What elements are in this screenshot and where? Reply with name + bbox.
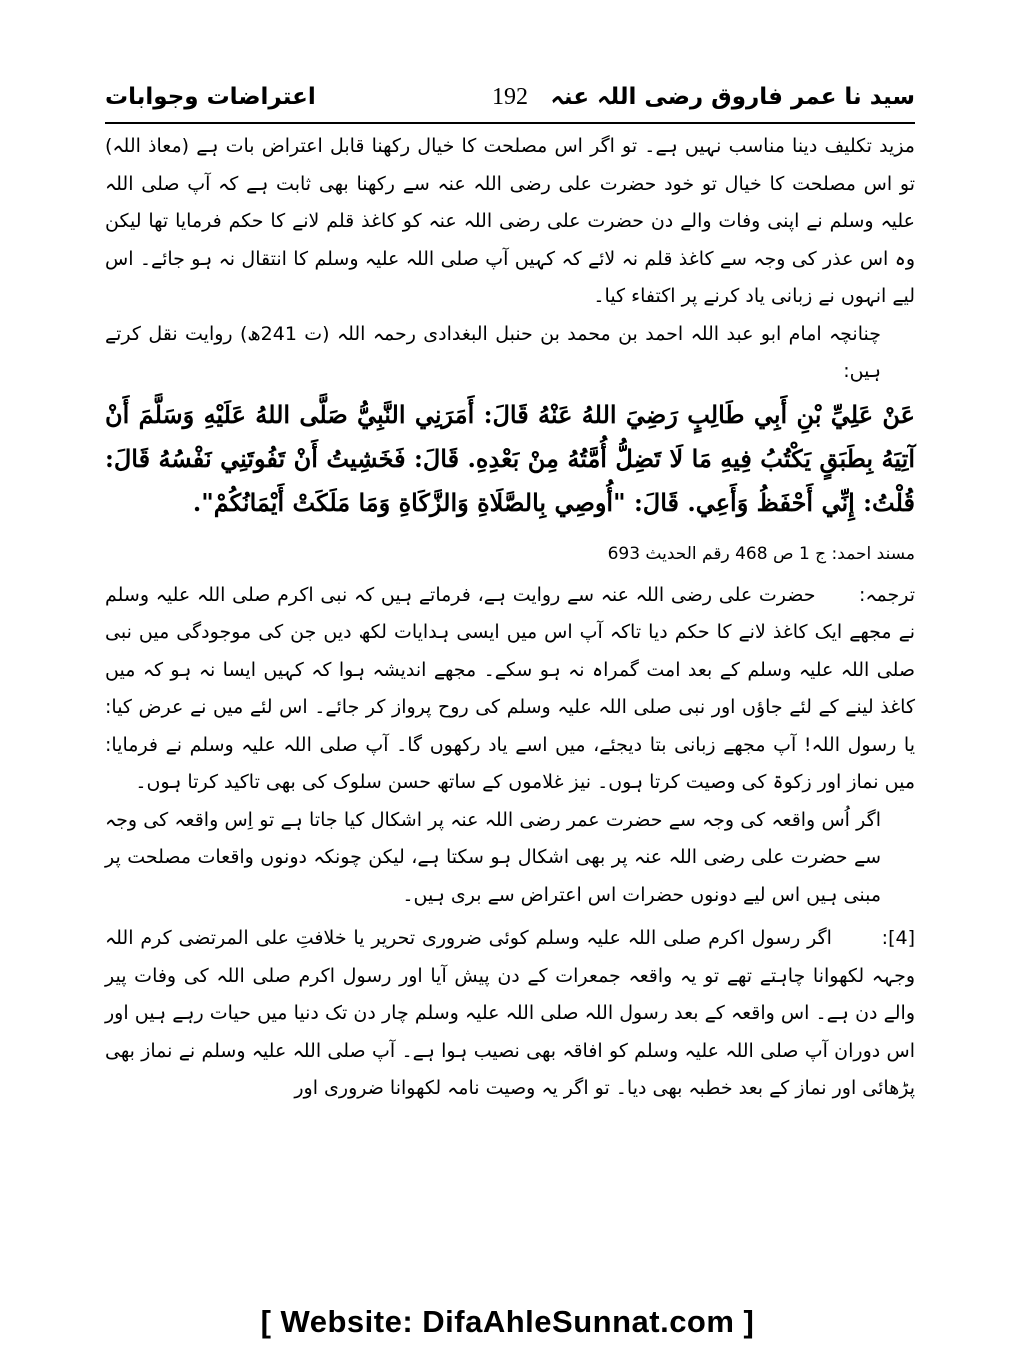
translation-label: ترجمہ:	[858, 583, 915, 606]
paragraph-4	[105, 920, 915, 1108]
hadith-citation: مسند احمد: ج 1 ص 468 رقم الحدیث 693	[607, 543, 915, 564]
page-body	[105, 128, 915, 1108]
point-number: [4]:	[881, 927, 916, 949]
paragraph-1: مزید تکلیف دینا مناسب نہیں ہے۔ تو اگر اس مصلحت کا خیال رکھنا قابل اعتراض بات ہے (معاذ اللہ) تو اس مصلحت کا خیال تو خود حضرت علی رضی اللہ عنہ سے رکھنا بھی ثابت ہے کہ آپ صلی اللہ علیہ وسلم نے اپنی وفات والے دن حضرت علی رضی اللہ عنہ کو کاغذ قلم لانے کا حکم فرمایا تھا لیکن وہ اس عذر کی وجہ سے کاغذ قلم نہ لائے کہ کہیں آپ صلی اللہ علیہ وسلم کا انتقال نہ ہو جائے۔ اس لیے انہوں نے زبانی یاد کرنے پر اکتفاء کیا۔	[105, 135, 915, 307]
arabic-hadith: عَنْ عَلِيِّ بْنِ أَبِي طَالِبٍ رَضِيَ اللهُ عَنْهُ قَالَ: أَمَرَنِي النَّبِيُّ صَلَّى اللهُ عَلَيْهِ وَسَلَّمَ أَنْ آتِيَهُ بِطَبَقٍ يَكْتُبُ فِيهِ مَا لَا تَضِلُّ أُمَّتُهُ مِنْ بَعْدِهِ. قَالَ: فَخَشِيتُ أَنْ تَفُوتَنِي نَفْسُهُ قَالَ: قُلْتُ: إِنِّي أَحْفَظُ وَأَعِي. قَالَ: "أُوصِي بِالصَّلَاةِ وَالزَّكَاةِ وَمَا مَلَكَتْ أَيْمَانُكُمْ".	[105, 399, 916, 517]
paragraph-4-text: اگر رسول اکرم صلی اللہ علیہ وسلم کوئی ضروری تحریر یا خلافتِ علی المرتضی کرم اللہ وجہہ لکھوانا چاہتے تھے تو یہ واقعہ جمعرات کے دن پیش آیا اور رسول اکرم صلی اللہ کی وفات پیر والے دن ہے۔ اس واقعہ کے بعد رسول اللہ صلی اللہ علیہ وسلم چار دن تک دنیا میں حیات رہے ہیں اور اس دوران آپ صلی اللہ علیہ وسلم کو افاقہ بھی نصیب ہوا ہے۔ آپ صلی اللہ علیہ وسلم نے نماز بھی پڑھائی اور نماز کے بعد خطبہ بھی دیا۔ تو اگر یہ وصیت نامہ لکھوانا ضروری اور	[105, 927, 915, 1099]
page-number: 192	[492, 84, 528, 110]
translation-text: حضرت علی رضی اللہ عنہ سے روایت ہے، فرماتے ہیں کہ نبی اکرم صلی اللہ علیہ وسلم نے مجھے ایک کاغذ لانے کا حکم دیا تاکہ آپ اس میں ایسی ہدایات لکھ دیں جن کی موجودگی میں نبی صلی اللہ علیہ وسلم کے بعد امت گمراہ نہ ہو سکے۔ مجھے اندیشہ ہوا کہ کہیں ایسا نہ ہو کہ میں کاغذ لینے کے لئے جاؤں اور نبی صلی اللہ علیہ وسلم کی روح پرواز کر جائے۔ اس لئے میں نے عرض کیا: یا رسول اللہ! آپ مجھے زبانی بتا دیجئے، میں اسے یاد رکھوں گا۔ آپ صلی اللہ علیہ وسلم نے فرمایا: میں نماز اور زکوۃ کی وصیت کرتا ہوں۔ نیز غلاموں کے ساتھ حسن سلوک کی بھی تاکید کرتا ہوں۔	[105, 583, 915, 793]
translation	[105, 577, 915, 802]
reference-intro: چنانچہ امام ابو عبد اللہ احمد بن محمد بن حنبل البغدادی رحمہ اللہ (ت 241ھ) روایت نقل کرتے ہیں:	[105, 322, 881, 382]
book-title: سید نا عمر فاروق رضی اللہ عنہ	[550, 84, 915, 110]
chapter-title: اعتراضات وجوابات	[105, 84, 316, 110]
page-header	[105, 84, 915, 124]
header-divider	[105, 122, 915, 124]
website-footer: [ Website: DifaAhleSunnat.com ]	[260, 1304, 755, 1339]
paragraph-2: اگر اُس واقعہ کی وجہ سے حضرت عمر رضی اللہ عنہ پر اشکال کیا جاتا ہے تو اِس واقعہ کی وجہ سے حضرت علی رضی اللہ عنہ پر بھی اشکال ہو سکتا ہے، لیکن چونکہ دونوں واقعات مصلحت پر مبنی ہیں اس لیے دونوں حضرات اس اعتراض سے بری ہیں۔	[105, 808, 881, 906]
